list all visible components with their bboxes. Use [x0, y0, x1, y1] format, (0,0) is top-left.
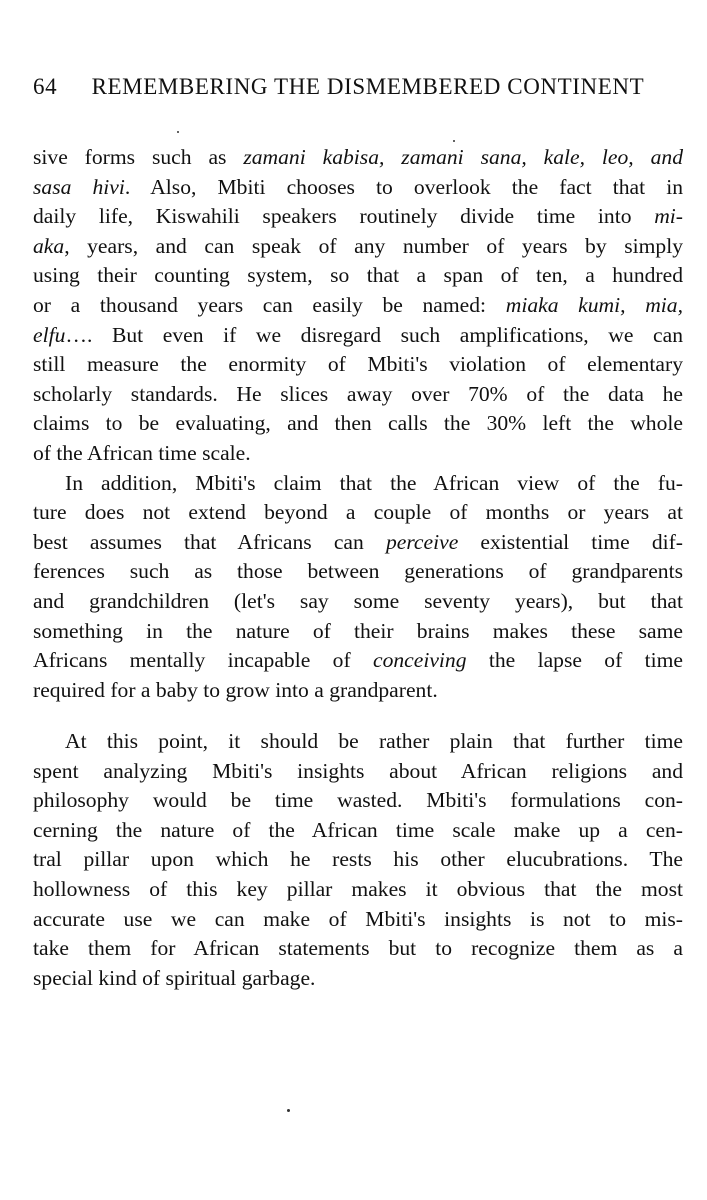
text-line	[33, 321, 683, 351]
text-line	[33, 587, 683, 617]
running-head	[33, 74, 683, 100]
text-run: ture does not extend beyond a couple of months or years at	[33, 500, 683, 525]
text-line	[33, 905, 683, 935]
text-line	[33, 173, 683, 203]
italic-text: sasa hivi	[33, 174, 125, 199]
text-run: scholarly standards. He slices away over 70% of the data he	[33, 381, 683, 406]
italic-text: perceive	[385, 529, 459, 554]
text-line	[33, 727, 683, 757]
text-line	[33, 557, 683, 587]
italic-text: zamani kabisa, zamani sana, kale, leo, and	[243, 145, 683, 169]
text-line	[33, 380, 683, 410]
text-line	[33, 617, 683, 647]
text-run: hollowness of this key pillar makes it obvious that the most	[33, 876, 683, 901]
scan-speck	[177, 131, 179, 133]
text-run: Africans mentally incapable of	[33, 648, 373, 673]
text-line	[33, 786, 683, 816]
paragraph	[33, 469, 683, 706]
text-line	[33, 469, 683, 499]
text-run: daily life, Kiswahili speakers routinely divide time into	[33, 204, 655, 229]
text-line	[33, 202, 683, 232]
text-run: philosophy would be time wasted. Mbiti's formulations con-	[33, 788, 683, 813]
text-run: At this point, it should be rather plain that further time	[65, 729, 683, 753]
text-run: existential time dif-	[458, 529, 683, 554]
text-run: . Also, Mbiti chooses to overlook the fact that in	[124, 174, 683, 199]
text-line	[33, 498, 683, 528]
text-run: …. But even if we disregard such amplifications, we can	[65, 322, 683, 347]
text-line	[33, 232, 683, 262]
text-line	[33, 439, 683, 469]
text-run: of the African time scale.	[33, 440, 251, 465]
text-line	[33, 676, 683, 706]
text-line	[33, 964, 683, 994]
text-line	[33, 816, 683, 846]
text-run: accurate use we can make of Mbiti's insights is not to mis-	[33, 906, 683, 931]
text-run: cerning the nature of the African time scale make up a cen-	[33, 817, 683, 842]
text-run: and grandchildren (let's say some seventy years), but that	[33, 588, 683, 613]
text-run: spent analyzing Mbiti's insights about African religions and	[33, 758, 683, 783]
paragraph	[33, 727, 683, 993]
body-text-lower	[33, 727, 683, 993]
text-line	[33, 409, 683, 439]
text-line	[33, 845, 683, 875]
text-run: or a thousand years can easily be named:	[33, 292, 506, 317]
text-line	[33, 350, 683, 380]
text-run: , years, and can speak of any number of years by simply	[64, 233, 683, 258]
body-text-upper	[33, 143, 683, 705]
text-run: using their counting system, so that a span of ten, a hundred	[33, 263, 683, 288]
text-line	[33, 291, 683, 321]
text-run: special kind of spiritual garbage.	[33, 965, 316, 990]
text-run: tral pillar upon which he rests his other elucubrations. The	[33, 847, 683, 872]
text-line	[33, 757, 683, 787]
scan-speck	[287, 1109, 290, 1112]
italic-text: mi-	[654, 204, 683, 229]
italic-text: miaka kumi, mia,	[505, 292, 683, 317]
running-title: REMEMBERING THE DISMEMBERED CONTINENT	[91, 74, 645, 99]
text-run: take them for African statements but to recognize them as a	[33, 936, 683, 961]
text-line	[33, 143, 683, 173]
italic-text: conceiving	[372, 648, 467, 673]
text-run: the lapse of time	[466, 648, 683, 673]
text-run: ferences such as those between generations of grandparents	[33, 559, 683, 584]
page-number: 64	[33, 74, 58, 99]
text-run: something in the nature of their brains makes these same	[33, 618, 683, 643]
paragraph	[33, 143, 683, 469]
text-run: still measure the enormity of Mbiti's violation of elementary	[33, 352, 683, 377]
text-run: claims to be evaluating, and then calls the 30% left the whole	[33, 411, 683, 436]
text-line	[33, 528, 683, 558]
scan-speck	[453, 140, 455, 142]
text-run: sive forms such as	[33, 145, 244, 169]
text-line	[33, 646, 683, 676]
text-run: required for a baby to grow into a grandparent.	[33, 677, 438, 702]
italic-text: aka	[33, 233, 65, 258]
text-line	[33, 261, 683, 291]
italic-text: elfu	[33, 322, 66, 347]
text-run: best assumes that Africans can	[33, 529, 386, 554]
text-run: In addition, Mbiti's claim that the African view of the fu-	[65, 470, 683, 495]
text-line	[33, 934, 683, 964]
text-line	[33, 875, 683, 905]
